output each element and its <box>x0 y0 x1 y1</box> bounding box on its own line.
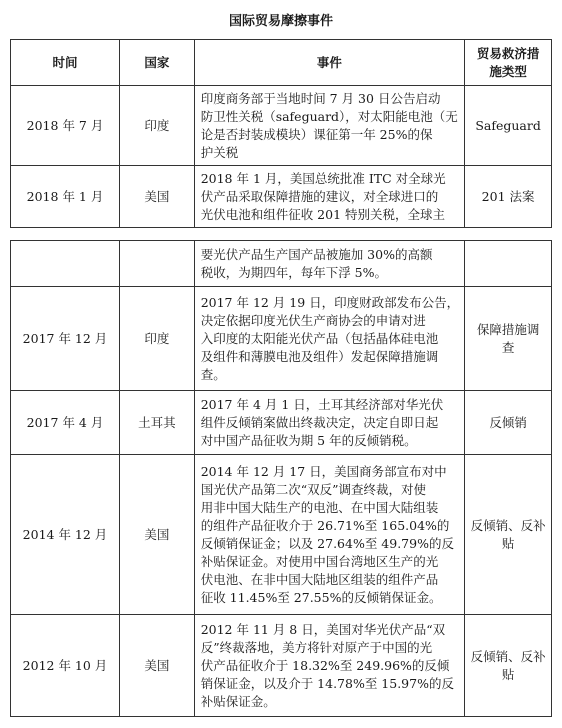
event-line: 销保证金，以及介于 14.78%至 15.97%的反 <box>200 675 454 691</box>
cell-time: 2018 年 1 月 <box>11 166 120 228</box>
cell-time <box>11 241 120 287</box>
cell-remedy-type <box>465 615 552 717</box>
remedy-type-line: 反倾销、反补 <box>470 517 546 533</box>
header-country: 国家 <box>120 40 195 86</box>
event-line: 防卫性关税（safeguard），对太阳能电池（无 <box>200 108 458 124</box>
event-line: 论是否封装成模块）课征第一年 25%的保 <box>200 126 433 142</box>
table-row <box>11 86 552 166</box>
table-row <box>11 287 552 391</box>
trade-friction-table-part2 <box>10 240 552 717</box>
table-row-continued <box>11 241 552 287</box>
header-row <box>11 40 552 86</box>
header-remedy-type <box>465 40 552 86</box>
event-line: 补贴保证金。对使用中国台湾地区生产的光 <box>200 553 439 569</box>
event-line: 国光伏产品第二次“双反”调查终裁，对使 <box>200 481 426 497</box>
cell-country: 美国 <box>120 166 195 228</box>
event-line: 入印度的太阳能光伏产品（包括晶体硅电池 <box>200 330 439 346</box>
event-line: 2014 年 12 月 17 日，美国商务部宣布对中 <box>200 463 447 479</box>
cell-remedy-type <box>465 455 552 615</box>
event-line: 2017 年 12 月 19 日，印度财政部发布公告， <box>200 294 460 310</box>
cell-event <box>194 455 465 615</box>
cell-remedy-type: Safeguard <box>465 86 552 166</box>
cell-remedy-type <box>465 241 552 287</box>
table-row <box>11 166 552 228</box>
event-line: 税收，为期四年，每年下浮 5%。 <box>200 264 387 280</box>
cell-remedy-type: 反倾销 <box>465 391 552 455</box>
remedy-type-line: 查 <box>501 339 515 355</box>
cell-remedy-type <box>465 287 552 391</box>
event-line: 要光伏产品生产国产品被施加 30%的高额 <box>200 246 433 262</box>
cell-time: 2017 年 12 月 <box>11 287 120 391</box>
header-remedy-type-line: 贸易救济措 <box>476 45 540 61</box>
table-row <box>11 615 552 717</box>
cell-event <box>194 391 465 455</box>
cell-remedy-type: 201 法案 <box>465 166 552 228</box>
event-line: 护关税 <box>200 144 239 160</box>
event-line: 2012 年 11 月 8 日，美国对华光伏产品“双 <box>200 621 446 637</box>
table-row <box>11 391 552 455</box>
event-line: 反倾销保证金；以及 27.64%至 49.79%的反 <box>200 535 454 551</box>
event-line: 反”终裁落地，美方将针对原产于中国的光 <box>200 639 433 655</box>
remedy-type-line: 保障措施调 <box>476 321 540 337</box>
cell-time: 2014 年 12 月 <box>11 455 120 615</box>
header-event: 事件 <box>194 40 465 86</box>
event-line: 补贴保证金。 <box>200 693 276 709</box>
page-break-gap <box>0 232 562 240</box>
cell-event <box>194 166 465 228</box>
event-line: 伏电池、在非中国大陆地区组装的组件产品 <box>200 571 439 587</box>
cell-country <box>120 241 195 287</box>
cell-event <box>194 287 465 391</box>
event-line: 征收 11.45%至 27.55%的反倾销保证金。 <box>200 589 442 605</box>
cell-country: 土耳其 <box>120 391 195 455</box>
event-line: 光伏电池和组件征收 201 特别关税，全球主 <box>200 206 445 222</box>
page-title: 国际贸易摩擦事件 <box>228 14 333 29</box>
cell-country: 印度 <box>120 86 195 166</box>
event-line: 2017 年 4 月 1 日，土耳其经济部对华光伏 <box>200 396 444 412</box>
remedy-type-line: 反倾销、反补 <box>470 648 546 664</box>
event-line: 2018 年 1 月，美国总统批准 ITC 对全球光 <box>200 170 446 186</box>
cell-event <box>194 86 465 166</box>
cell-event <box>194 241 465 287</box>
cell-time: 2018 年 7 月 <box>11 86 120 166</box>
event-line: 印度商务部于当地时间 7 月 30 日公告启动 <box>200 90 441 106</box>
cell-time: 2017 年 4 月 <box>11 391 120 455</box>
event-line: 及组件和薄膜电池及组件）发起保障措施调 <box>200 348 439 364</box>
event-line: 伏产品征收介于 18.32%至 249.96%的反倾 <box>200 657 450 673</box>
cell-country: 美国 <box>120 455 195 615</box>
event-line: 伏产品采取保障措施的建议，对全球进口的 <box>200 188 439 204</box>
header-time: 时间 <box>11 40 120 86</box>
cell-time: 2012 年 10 月 <box>11 615 120 717</box>
event-line: 组件反倾销案做出终裁决定，决定自即日起 <box>200 414 439 430</box>
trade-friction-table-part1 <box>10 39 552 228</box>
table-row <box>11 455 552 615</box>
remedy-type-line: 贴 <box>501 666 515 682</box>
event-line: 对中国产品征收为期 5 年的反倾销税。 <box>200 432 417 448</box>
cell-event <box>194 615 465 717</box>
event-line: 查。 <box>200 366 226 382</box>
header-remedy-type-line: 施类型 <box>489 63 527 79</box>
cell-country: 印度 <box>120 287 195 391</box>
event-line: 用非中国大陆生产的电池、在中国大陆组装 <box>200 499 439 515</box>
event-line: 的组件产品征收介于 26.71%至 165.04%的 <box>200 517 450 533</box>
cell-country: 美国 <box>120 615 195 717</box>
remedy-type-line: 贴 <box>501 535 515 551</box>
event-line: 决定依据印度光伏生产商协会的申请对进 <box>200 312 426 328</box>
